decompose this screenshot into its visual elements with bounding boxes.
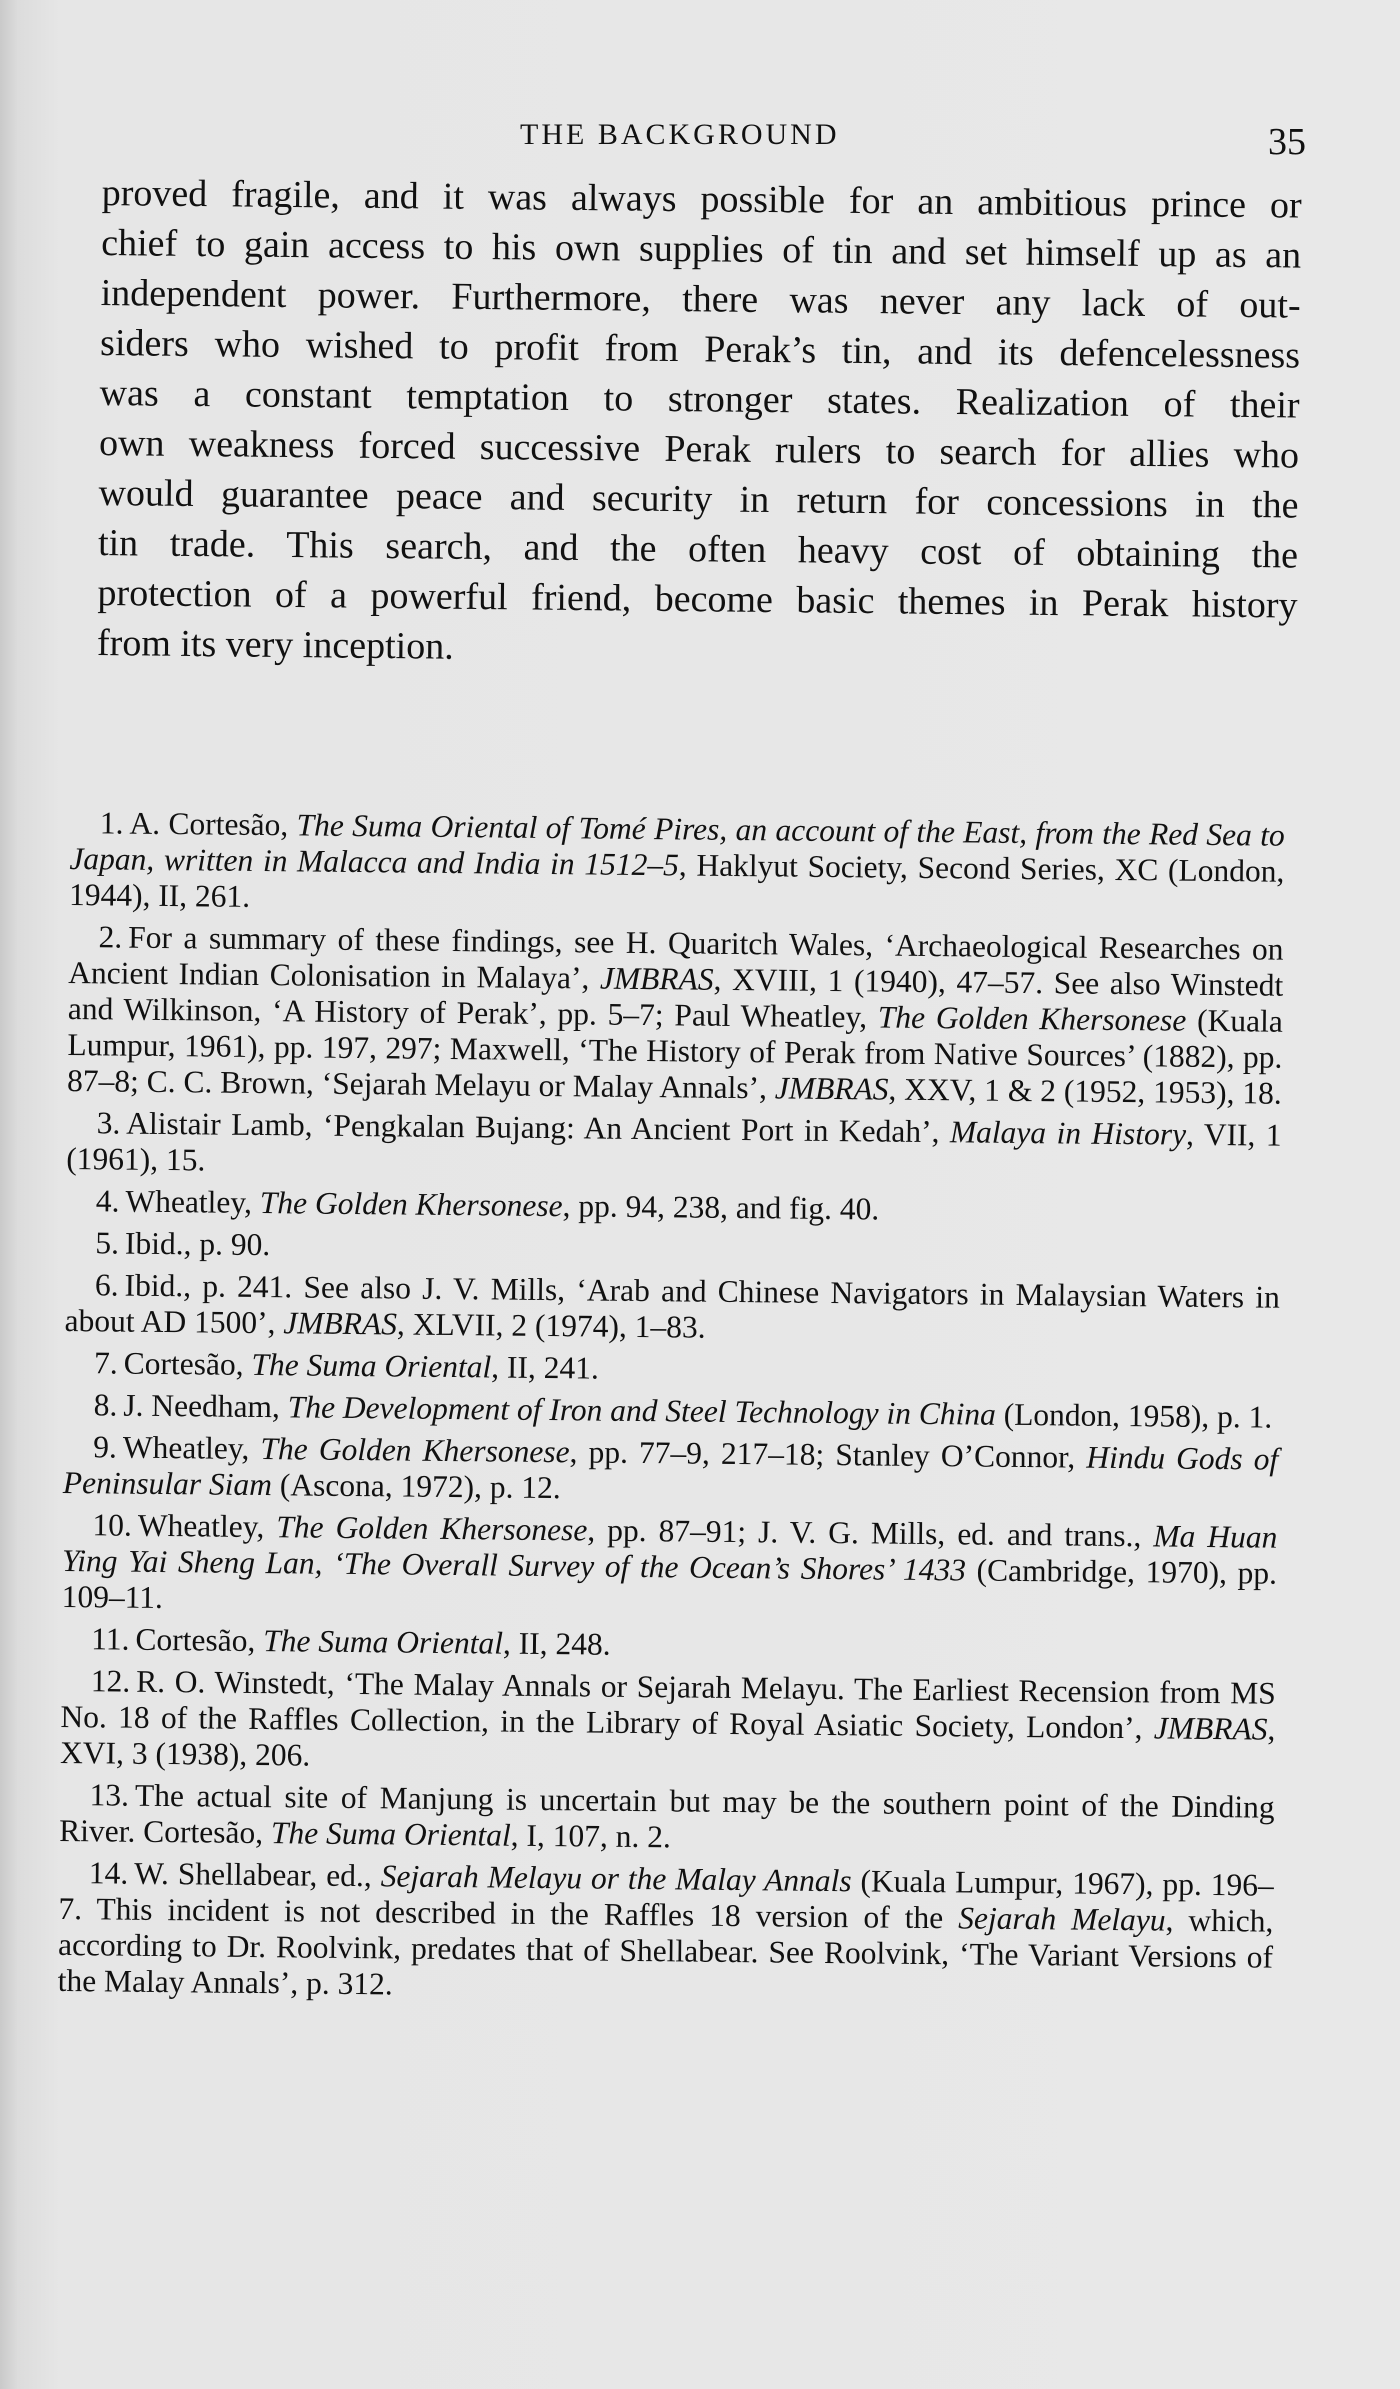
body-line: protection of a powerful friend, become basic themes in Perak history (97, 571, 1298, 627)
footnote-number: 9. (93, 1429, 118, 1465)
footnote-title: Malaya in History (949, 1114, 1187, 1152)
footnote (63, 1429, 1279, 1514)
footnote-text: , XXV, 1 & 2 (1952, 1953), 18. (888, 1071, 1282, 1111)
footnote-number: 14. (88, 1855, 129, 1891)
footnote-text: A. Cortesão, (129, 805, 297, 843)
footnote-text: J. Needham, (123, 1387, 288, 1425)
footnote-title: The Suma Oriental of Tomé Pires, an account of the East, from the Red Sea to Japan, written in Malacca and India in 1512–5 (69, 807, 1285, 883)
footnote-text: Wheatley, (137, 1507, 277, 1545)
footnote (66, 1105, 1282, 1190)
footnote (62, 1507, 1278, 1628)
footnote-number: 1. (99, 805, 124, 841)
footnote-title: The Golden Khersonese (260, 1431, 570, 1470)
footnote-title: The Development of Iron and Steel Technology in China (287, 1389, 996, 1432)
footnote-title: The Golden Khersonese (276, 1509, 588, 1548)
footnote-text: , pp. 87–91; J. V. G. Mills, ed. and trans., (587, 1512, 1154, 1554)
footnote (61, 1621, 1276, 1670)
footnote-number: 6. (94, 1267, 119, 1303)
footnote-text: , Haklyut Society, Second Series, XC (London, 1944), II, 261. (68, 847, 1285, 914)
running-head: THE BACKGROUND (520, 118, 840, 151)
footnote-text: Cortesão, (123, 1345, 252, 1382)
footnote-text: (Cambridge, 1970), pp. 109–11. (61, 1552, 1278, 1616)
footnote-number: 4. (95, 1183, 120, 1219)
footnote-text: (Ascona, 1972), p. 12. (271, 1467, 561, 1506)
footnote-text: The actual site of Manjung is uncertain but may be the southern point of the Dinding River. Cortesão, (59, 1777, 1275, 1851)
page-number: 35 (1268, 121, 1306, 163)
footnote-text: , which, according to Dr. Roolvink, predates that of Shellabear. See Roolvink, ‘The Variant Versions of the Malay Annals’, p. 312. (57, 1902, 1274, 2002)
footnote-title: The Suma Oriental (251, 1346, 492, 1385)
footnote-text: Ibid., p. 90. (124, 1225, 271, 1263)
body-line-last: from its very inception. (96, 621, 454, 668)
footnote (65, 1225, 1280, 1274)
footnote-text: , I, 107, n. 2. (510, 1817, 672, 1855)
footnote-number: 7. (93, 1345, 118, 1381)
footnote-text: , XLVII, 2 (1974), 1–83. (396, 1306, 706, 1345)
footnote-text: , VII, 1 (1961), 15. (66, 1116, 1282, 1178)
body-line: was a constant temptation to stronger states. Realization of their (99, 371, 1300, 427)
footnote-text: (Kuala Lumpur, 1961), pp. 197, 297; Maxwell, ‘The History of Perak from Native Sources’ (1882), pp. 87–8; C. C. Brown, ‘Sejarah Melayu or Malay Annals’, (66, 1002, 1284, 1106)
footnote-text: (London, 1958), p. 1. (995, 1396, 1273, 1435)
body-line: proved fragile, and it was always possible for an ambitious prince or (101, 171, 1302, 227)
footnote-text: W. Shellabear, ed., (134, 1855, 381, 1894)
footnote (59, 1777, 1275, 1862)
footnote-text: , XVI, 3 (1938), 206. (59, 1711, 1276, 1773)
footnote-number: 8. (93, 1387, 118, 1423)
footnote-title: Ma Huan Ying Yai Sheng Lan, ‘The Overall Survey of the Ocean’s Shores’ 1433 (61, 1518, 1278, 1588)
footnote-text: , II, 241. (491, 1349, 600, 1386)
footnote-text: (Kuala Lumpur, 1967), pp. 196–7. This incident is not described in the Raffles 18 version of the (58, 1863, 1274, 1936)
footnotes (57, 805, 1284, 2018)
footnote (60, 1663, 1276, 1784)
body-line: chief to gain access to his own supplies of tin and set himself up as an (100, 221, 1302, 277)
footnote-text: , II, 248. (502, 1625, 611, 1662)
footnote-title: Hindu Gods of Peninsular Siam (62, 1439, 1279, 1503)
footnote-text: R. O. Winstedt, ‘The Malay Annals or Sejarah Melayu. The Earliest Recension from MS No. 18 of the Raffles Collection, in the Library of Royal Asiatic Society, London’, (60, 1663, 1276, 1746)
footnote-number: 3. (96, 1105, 121, 1141)
body-line: would guarantee peace and security in return for concessions in the (98, 471, 1299, 527)
footnote (69, 805, 1285, 926)
footnote-text: Wheatley, (125, 1183, 261, 1221)
footnote (64, 1387, 1279, 1436)
body-line: own weakness forced successive Perak rulers to search for allies who (98, 421, 1300, 477)
footnote (57, 1855, 1273, 2012)
footnote (64, 1345, 1279, 1394)
footnote-text: For a summary of these findings, see H. Quaritch Wales, ‘Archaeological Researches on Ancient Indian Colonisation in Malaya’, (68, 919, 1284, 996)
footnote-text: , pp. 77–9, 217–18; Stanley O’Connor, (569, 1434, 1087, 1475)
footnote-title: Sejarah Melayu or the Malay Annals (380, 1858, 852, 1899)
footnote-number: 2. (98, 919, 123, 955)
footnote-text: , pp. 94, 238, and fig. 40. (562, 1188, 880, 1227)
footnote-title: The Golden Khersonese (259, 1185, 563, 1224)
footnote-text: Alistair Lamb, ‘Pengkalan Bujang: An Ancient Port in Kedah’, (126, 1105, 951, 1150)
footnote (67, 919, 1284, 1112)
footnote-text: Cortesão, (135, 1621, 264, 1659)
footnote-number: 13. (89, 1777, 130, 1813)
body-paragraph (97, 168, 1302, 681)
footnote-text: Wheatley, (122, 1429, 261, 1467)
footnote-number: 11. (91, 1621, 130, 1657)
body-line: siders who wished to profit from Perak’s tin, and its defencelessness (99, 321, 1301, 377)
footnote-title: JMBRAS (774, 1070, 889, 1107)
footnote-title: JMBRAS (1153, 1710, 1268, 1747)
footnote-title: JMBRAS (283, 1305, 398, 1342)
footnote (66, 1183, 1281, 1232)
footnote-title: The Suma Oriental (263, 1623, 504, 1661)
footnote-text: Ibid., p. 241. See also J. V. Mills, ‘Arab and Chinese Navigators in Malaysian Waters in about AD 1500’, (64, 1267, 1281, 1341)
footnote-number: 5. (95, 1225, 120, 1261)
footnote-title: JMBRAS (599, 960, 714, 997)
footnote-number: 10. (92, 1507, 133, 1543)
footnote-title: The Golden Khersonese (877, 999, 1187, 1038)
footnote-title: Sejarah Melayu (958, 1900, 1166, 1938)
footnote-title: The Suma Oriental (270, 1815, 511, 1853)
footnote-number: 12. (90, 1663, 131, 1699)
body-line: tin trade. This search, and the often heavy cost of obtaining the (97, 521, 1299, 577)
footnote-text: , XVIII, 1 (1940), 47–57. See also Winstedt and Wilkinson, ‘A History of Perak’, pp. 5–7; Paul Wheatley, (67, 961, 1284, 1035)
body-line: independent power. Furthermore, there was never any lack of out- (100, 271, 1301, 327)
footnote (64, 1267, 1280, 1352)
